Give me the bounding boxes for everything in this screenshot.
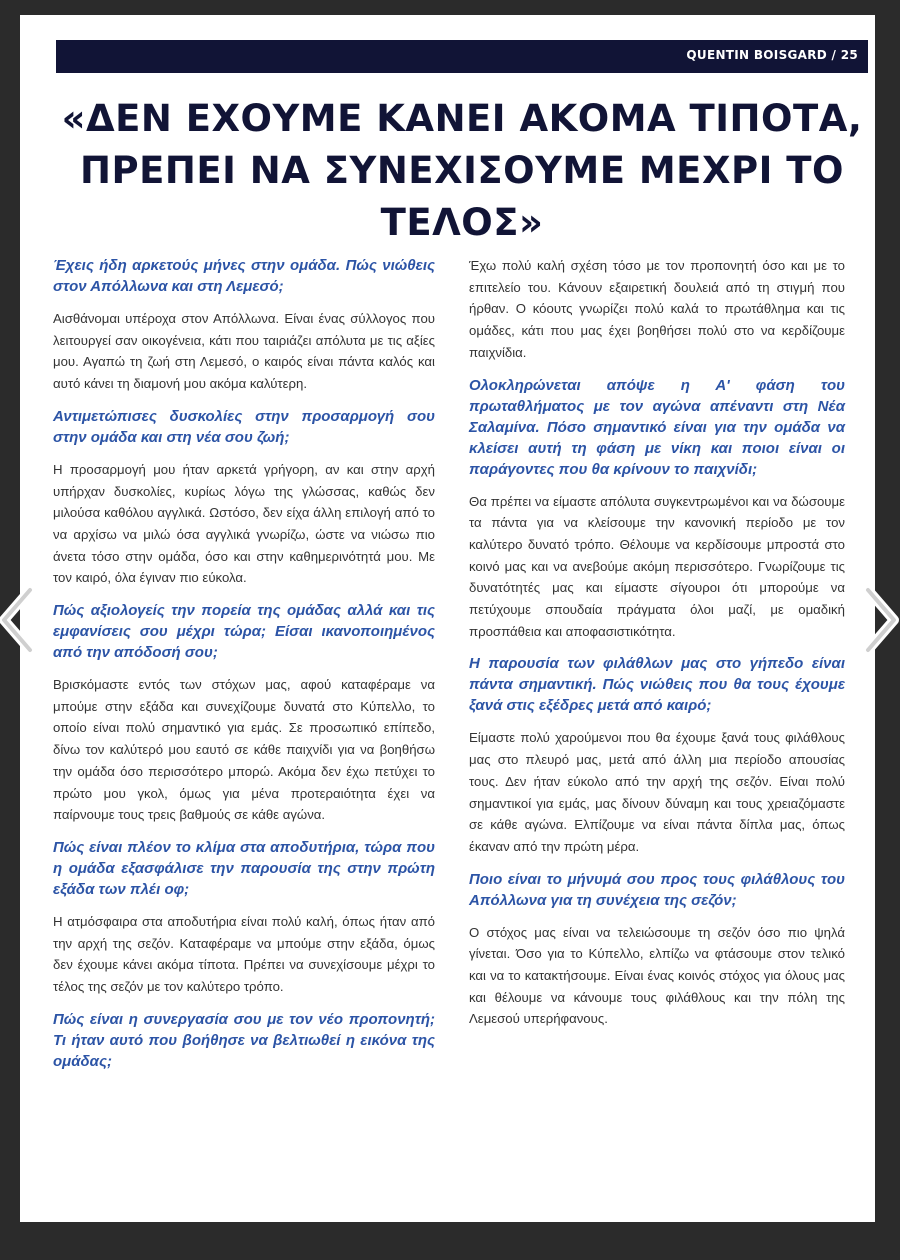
question-text: Αντιμετώπισες δυσκολίες στην προσαρμογή σου στην ομάδα και στη νέα σου ζωή; xyxy=(53,407,435,446)
answer-text: Αισθάνομαι υπέροχα στον Απόλλωνα. Είναι ένας σύλλογος που λειτουργεί σαν οικογένεια, κάτι που ταιριάζει απόλυτα με τις αξίες μου. Αγαπώ τη ζωή στη Λεμεσό, ο καιρός είναι πάντα καλός και αυτό κάνει τη διαμονή μου ακόμα καλύτερη. xyxy=(53,311,435,392)
question-text: Ολοκληρώνεται απόψε η Α' φάση του πρωταθλήματος με τον αγώνα απέναντι στη Νέα Σαλαμίνα. Πόσο σημαντικό είναι για την ομάδα να κλείσει αυτή τη φάση με νίκη και ποιοι είναι οι παράγοντες που θα κρίνουν το παιχνίδι; xyxy=(469,376,845,478)
chevron-right-icon xyxy=(858,582,900,658)
previous-page-button[interactable] xyxy=(0,582,42,658)
answer-text: Η ατμόσφαιρα στα αποδυτήρια είναι πολύ καλή, όπως ήταν από την αρχή της σεζόν. Καταφέραμε να μπούμε στην εξάδα, όμως δεν έχουμε κάνει ακόμα τίποτα. Πρέπει να συνεχίσουμε μέχρι το τέλος της σεζόν με τον καλύτερο τρόπο. xyxy=(53,913,435,995)
left-column xyxy=(53,255,435,1083)
chevron-left-icon xyxy=(0,582,42,658)
answer-text: Ο στόχος μας είναι να τελειώσουμε τη σεζόν όσο πιο ψηλά γίνεται. Όσο για το Κύπελλο, ελπίζω να φτάσουμε στον τελικό και να το κατακτήσουμε. Είναι ένας κοινός στόχος για όλους μας και θέλουμε να κάνουμε τους φιλάθλους και την πόλη της Λεμεσού υπερήφανους. xyxy=(469,924,845,1027)
header-bar xyxy=(56,40,868,73)
answer-text: Βρισκόμαστε εντός των στόχων μας, αφού καταφέραμε να μπούμε στην εξάδα και συνεχίζουμε δυνατά στο Κύπελλο, το οποίο είναι πολύ σημαντικό για εμάς. Σε προσωπικό επίπεδο, δίνω τον καλύτερό μου εαυτό σε κάθε παιχνίδι για να βοηθήσω την ομάδα όσο περισσότερο μπορώ. Ακόμα δεν έχω πετύχει το πρώτο μου γκολ, όμως για μένα προτεραιότητα έχει να παίρνουμε τους τρεις βαθμούς σε κάθε αγώνα. xyxy=(53,677,435,823)
answer-text: Έχω πολύ καλή σχέση τόσο με τον προπονητή όσο και με το επιτελείο του. Κάνουν εξαιρετική δουλειά από τη στιγμή που ήρθαν. Ο κόουτς γνωρίζει πολύ καλά το πρωτάθλημα και τις ομάδες, κάτι που μας έχει βοηθήσει πολύ στο να κερδίζουμε παιχνίδια. xyxy=(469,258,845,360)
question-text: Πώς αξιολογείς την πορεία της ομάδας αλλά και τις εμφανίσεις σου μέχρι τώρα; Είσαι ικανοποιημένος από την απόδοσή σου; xyxy=(53,602,435,662)
question-text: Η παρουσία των φιλάθλων μας στο γήπεδο είναι πάντα σημαντική. Πώς νιώθεις που θα τους έχουμε ξανά στις εξέδρες μετά από καιρό; xyxy=(469,655,845,715)
question-text: Ποιο είναι το μήνυμά σου προς τους φιλάθλους του Απόλλωνα για τη συνέχεια της σεζόν; xyxy=(469,870,845,909)
magazine-page xyxy=(20,15,875,1222)
answer-text: Η προσαρμογή μου ήταν αρκετά γρήγορη, αν και στην αρχή υπήρχαν δυσκολίες, κυρίως λόγω της γλώσσας, καθώς δεν μιλούσα καθόλου αγγλικά. Ωστόσο, δεν είχα άλλη επιλογή από το να αρχίσω να μιλώ όσα αγγλικά γνωρίζω, ώστε να νιώσω πιο άνετα τόσο στην ομάδα, όσο και στην καθημερινότητά μου. Με τον καιρό, όλα έγιναν πιο εύκολα. xyxy=(53,461,435,586)
next-page-button[interactable] xyxy=(858,582,900,658)
right-column xyxy=(469,255,845,1041)
answer-text: Θα πρέπει να είμαστε απόλυτα συγκεντρωμένοι και να δώσουμε τα πάντα για να κλείσουμε την κανονική περίοδο με τον καλύτερο δυνατό τρόπο. Θέλουμε να κερδίσουμε μπροστά στο κοινό μας και να ανεβούμε ακόμη περισσότερο. Γνωρίζουμε τις δυνατότητές μας και είμαστε σίγουροι ότι μπορούμε να πετύχουμε σπουδαία πράγματα όλοι μαζί, με ομαδική προσπάθεια και αποφασιστικότητα. xyxy=(469,493,845,639)
page-tag: QUENTIN BOISGARD / 25 xyxy=(686,48,858,62)
question-text: Πώς είναι πλέον το κλίμα στα αποδυτήρια, τώρα που η ομάδα εξασφάλισε την παρουσία της στην πρώτη εξάδα των πλέι οφ; xyxy=(53,838,435,898)
answer-text: Είμαστε πολύ χαρούμενοι που θα έχουμε ξανά τους φιλάθλους μας στο πλευρό μας, μετά από άλλη μια περίοδο απουσίας τους. Δεν ήταν εύκολο από την αρχή της σεζόν. Είναι πολύ σημαντικοί για εμάς, μας δίνουν δύναμη και τους χρειαζόμαστε σε κάθε αγώνα. Ελπίζουμε να είναι πάντα δίπλα μας, όπως έκαναν από την πρώτη μέρα. xyxy=(469,730,845,854)
question-text: Πώς είναι η συνεργασία σου με τον νέο προπονητή; Τι ήταν αυτό που βοήθησε να βελτιωθεί η εικόνα της ομάδας; xyxy=(53,1010,435,1070)
article-headline: «ΔΕΝ ΕΧΟΥΜΕ ΚΑΝΕΙ ΑΚΟΜΑ ΤΙΠΟΤΑ, ΠΡΕΠΕΙ ΝΑ ΣΥΝΕΧΙΣΟΥΜΕ ΜΕΧΡΙ ΤΟ ΤΕΛΟΣ» xyxy=(61,97,863,244)
question-text: Έχεις ήδη αρκετούς μήνες στην ομάδα. Πώς νιώθεις στον Απόλλωνα και στη Λεμεσό; xyxy=(53,257,435,295)
